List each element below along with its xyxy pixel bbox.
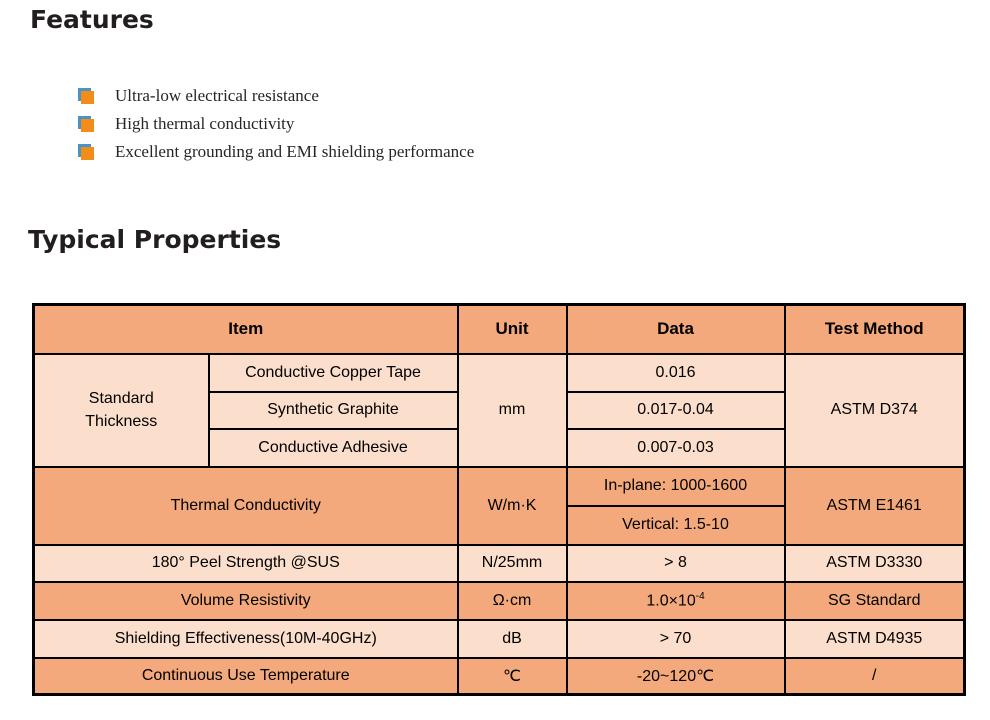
cell-thickness-value: 0.017-0.04 [567,392,785,429]
cell-temperature-value: -20~120℃ [567,658,785,695]
features-heading: Features [30,5,154,34]
header-item: Item [34,305,458,354]
table-row [34,354,965,392]
cell-resistivity-test: SG Standard [785,582,965,620]
cell-thickness-item: Synthetic Graphite [209,392,458,429]
resistivity-base: 1.0×10 [646,592,696,610]
feature-text: Ultra-low electrical resistance [115,86,319,105]
cell-thermal-test: ASTM E1461 [785,467,965,545]
cell-thickness-test: ASTM D374 [785,354,965,467]
cell-thermal-inplane: In-plane: 1000-1600 [567,467,785,506]
cell-thickness-value: 0.007-0.03 [567,429,785,467]
features-list [78,82,474,166]
table-row [34,620,965,658]
cell-thermal-vertical: Vertical: 1.5-10 [567,506,785,545]
cell-peel-test: ASTM D3330 [785,545,965,582]
cell-thermal-label: Thermal Conductivity [34,467,458,545]
square-bullet-icon [78,144,91,157]
header-unit: Unit [458,305,567,354]
table-row [34,545,965,582]
resistivity-exponent: -4 [695,590,705,602]
cell-temperature-unit: ℃ [458,658,567,695]
square-bullet-icon [78,116,91,129]
typical-properties-heading: Typical Properties [28,225,282,254]
cell-resistivity-unit: Ω·cm [458,582,567,620]
list-item [78,138,474,166]
cell-thickness-item: Conductive Copper Tape [209,354,458,392]
cell-peel-label: 180° Peel Strength @SUS [34,545,458,582]
list-item [78,110,474,138]
table-row [34,658,965,695]
table-header-row [34,305,965,354]
feature-text: Excellent grounding and EMI shielding performance [115,142,475,161]
cell-shielding-value: > 70 [567,620,785,658]
header-test-method: Test Method [785,305,965,354]
list-item [78,82,474,110]
cell-shielding-label: Shielding Effectiveness(10M-40GHz) [34,620,458,658]
table-row [34,467,965,506]
header-data: Data [567,305,785,354]
cell-resistivity-label: Volume Resistivity [34,582,458,620]
cell-temperature-label: Continuous Use Temperature [34,658,458,695]
cell-thickness-value: 0.016 [567,354,785,392]
feature-text: High thermal conductivity [115,114,295,133]
thickness-label-text: Standard Thickness [85,389,158,430]
cell-thermal-unit: W/m·K [458,467,567,545]
square-bullet-icon [78,88,91,101]
cell-thickness-label [34,354,209,467]
cell-resistivity-value [567,582,785,620]
cell-temperature-test: / [785,658,965,695]
cell-thickness-unit: mm [458,354,567,467]
cell-peel-unit: N/25mm [458,545,567,582]
table-row [34,582,965,620]
cell-shielding-test: ASTM D4935 [785,620,965,658]
cell-shielding-unit: dB [458,620,567,658]
typical-properties-table [32,303,966,696]
cell-peel-value: > 8 [567,545,785,582]
cell-thickness-item: Conductive Adhesive [209,429,458,467]
